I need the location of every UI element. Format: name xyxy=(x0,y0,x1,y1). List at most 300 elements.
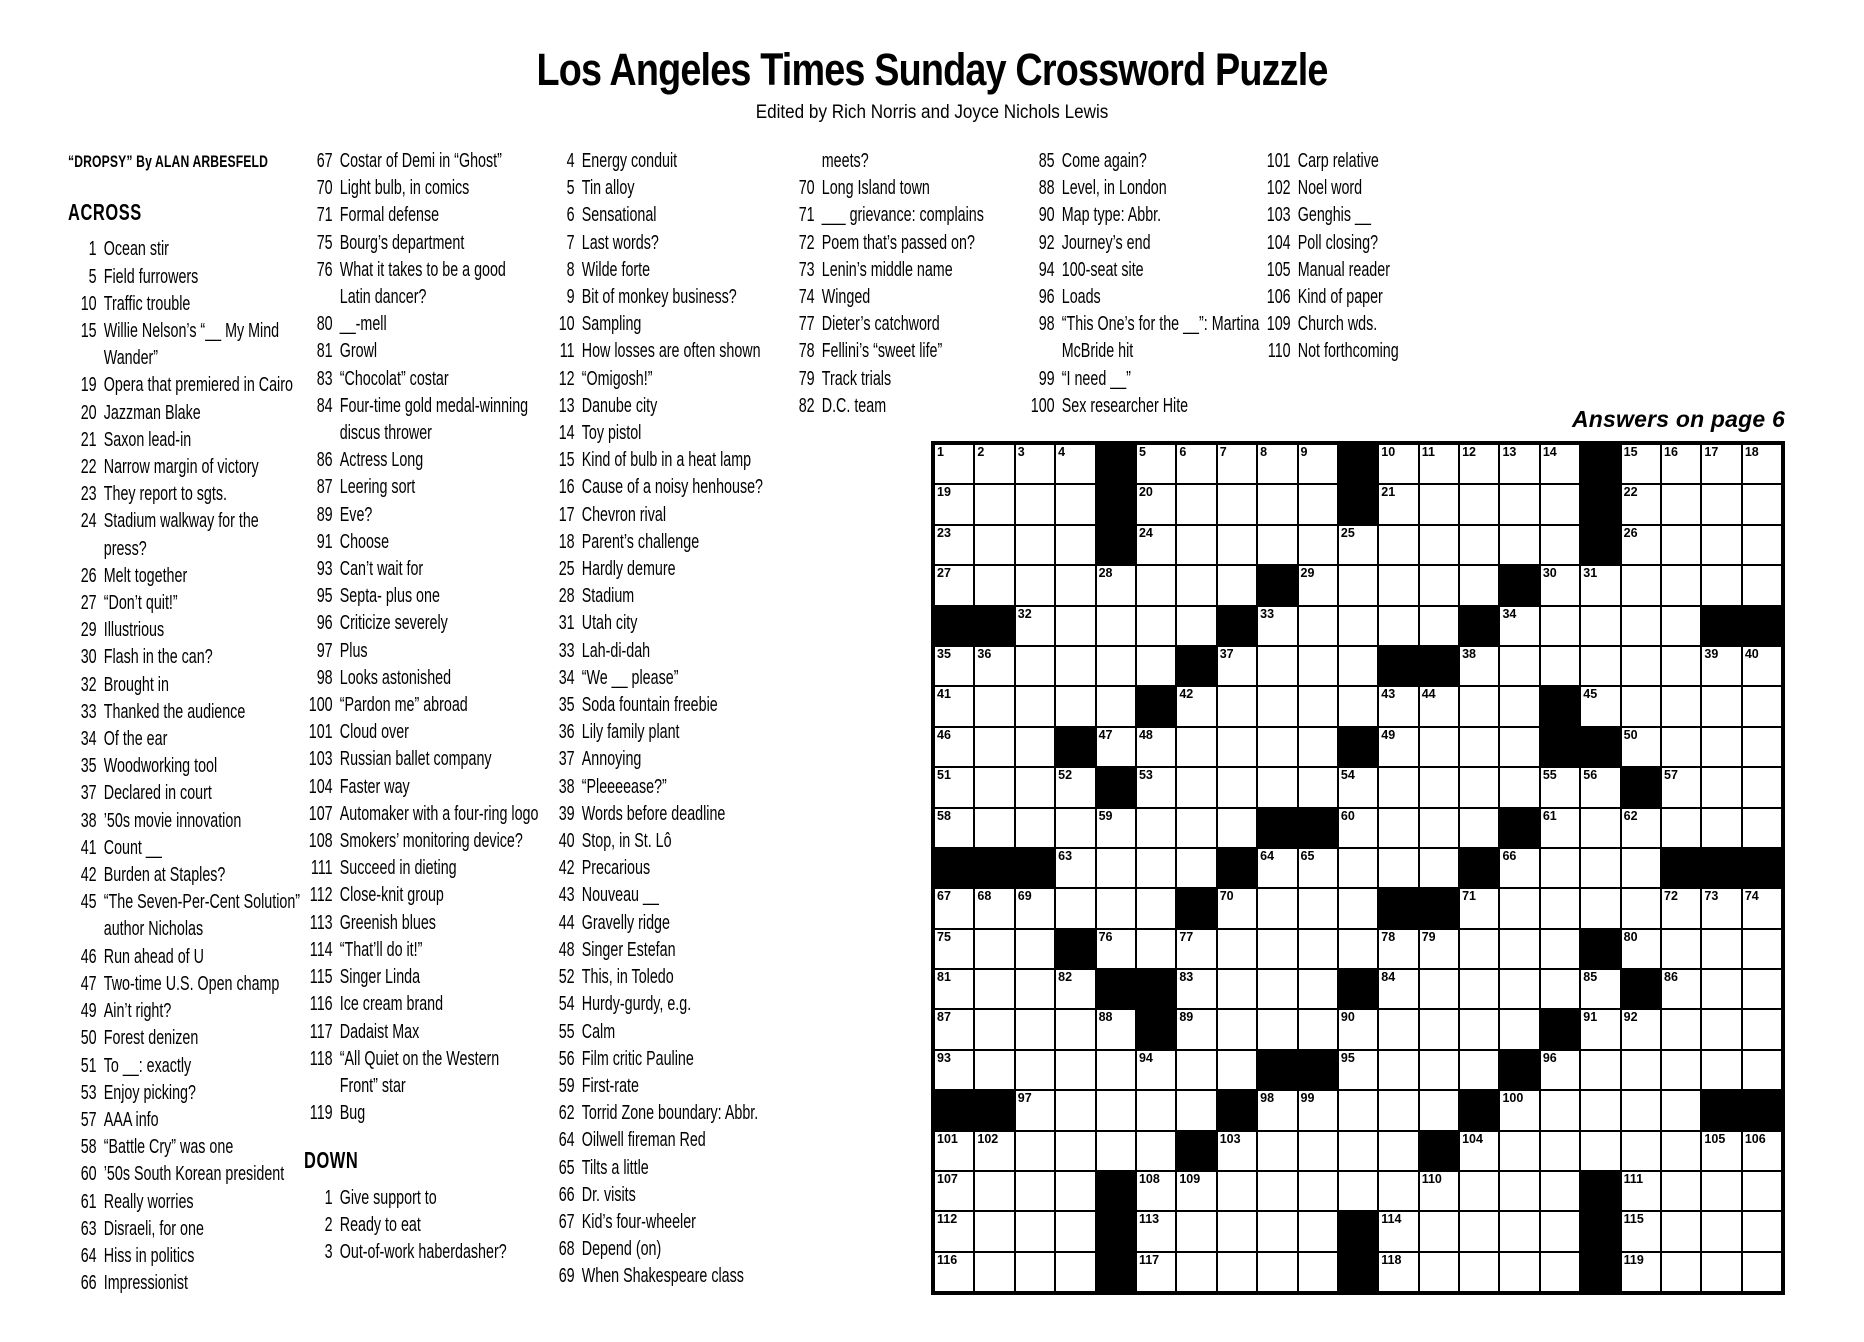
grid-cell[interactable] xyxy=(934,484,974,524)
grid-cell[interactable] xyxy=(974,929,1014,969)
grid-cell[interactable] xyxy=(1055,686,1095,726)
grid-cell[interactable] xyxy=(1621,565,1661,605)
grid-cell[interactable] xyxy=(1257,929,1297,969)
grid-cell[interactable] xyxy=(974,888,1014,928)
grid-cell[interactable] xyxy=(1580,1131,1620,1171)
grid-cell[interactable] xyxy=(1015,767,1055,807)
grid-cell[interactable] xyxy=(1701,444,1741,484)
grid-cell[interactable] xyxy=(1661,444,1701,484)
grid-cell[interactable] xyxy=(1742,767,1782,807)
grid-cell[interactable] xyxy=(1176,969,1216,1009)
grid-cell[interactable] xyxy=(1459,1211,1499,1251)
grid-cell[interactable] xyxy=(1742,565,1782,605)
grid-cell[interactable] xyxy=(1621,1252,1661,1292)
grid-cell[interactable] xyxy=(934,808,974,848)
grid-cell[interactable] xyxy=(1338,929,1378,969)
grid-cell[interactable] xyxy=(1419,484,1459,524)
grid-cell[interactable] xyxy=(1217,969,1257,1009)
grid-cell[interactable] xyxy=(934,969,974,1009)
grid-cell[interactable] xyxy=(1701,1171,1741,1211)
grid-cell[interactable] xyxy=(1055,1171,1095,1211)
grid-cell[interactable] xyxy=(1540,888,1580,928)
grid-cell[interactable] xyxy=(1136,484,1176,524)
grid-cell[interactable] xyxy=(1540,646,1580,686)
grid-cell[interactable] xyxy=(1540,606,1580,646)
grid-cell[interactable] xyxy=(1217,1131,1257,1171)
grid-cell[interactable] xyxy=(1217,929,1257,969)
grid-cell[interactable] xyxy=(1621,848,1661,888)
grid-cell[interactable] xyxy=(1701,1131,1741,1171)
grid-cell[interactable] xyxy=(1459,1050,1499,1090)
grid-cell[interactable] xyxy=(1176,1050,1216,1090)
grid-cell[interactable] xyxy=(1742,888,1782,928)
grid-cell[interactable] xyxy=(1378,1009,1418,1049)
grid-cell[interactable] xyxy=(1540,1211,1580,1251)
grid-cell[interactable] xyxy=(1661,646,1701,686)
grid-cell[interactable] xyxy=(1257,606,1297,646)
grid-cell[interactable] xyxy=(1055,525,1095,565)
grid-cell[interactable] xyxy=(1055,565,1095,605)
grid-cell[interactable] xyxy=(1338,646,1378,686)
grid-cell[interactable] xyxy=(1459,808,1499,848)
grid-cell[interactable] xyxy=(1661,888,1701,928)
grid-cell[interactable] xyxy=(974,444,1014,484)
grid-cell[interactable] xyxy=(1298,525,1338,565)
grid-cell[interactable] xyxy=(974,1252,1014,1292)
grid-cell[interactable] xyxy=(1096,848,1136,888)
grid-cell[interactable] xyxy=(1661,525,1701,565)
grid-cell[interactable] xyxy=(1257,727,1297,767)
grid-cell[interactable] xyxy=(934,767,974,807)
grid-cell[interactable] xyxy=(1701,929,1741,969)
grid-cell[interactable] xyxy=(1621,1171,1661,1211)
grid-cell[interactable] xyxy=(1499,888,1539,928)
grid-cell[interactable] xyxy=(974,525,1014,565)
grid-cell[interactable] xyxy=(1378,929,1418,969)
grid-cell[interactable] xyxy=(1136,565,1176,605)
grid-cell[interactable] xyxy=(1540,1090,1580,1130)
grid-cell[interactable] xyxy=(1378,1252,1418,1292)
grid-cell[interactable] xyxy=(1701,808,1741,848)
grid-cell[interactable] xyxy=(934,646,974,686)
grid-cell[interactable] xyxy=(1015,646,1055,686)
grid-cell[interactable] xyxy=(1055,484,1095,524)
grid-cell[interactable] xyxy=(1096,646,1136,686)
grid-cell[interactable] xyxy=(974,1009,1014,1049)
grid-cell[interactable] xyxy=(1621,525,1661,565)
grid-cell[interactable] xyxy=(1055,1009,1095,1049)
grid-cell[interactable] xyxy=(934,1131,974,1171)
grid-cell[interactable] xyxy=(974,565,1014,605)
grid-cell[interactable] xyxy=(1459,969,1499,1009)
grid-cell[interactable] xyxy=(1055,444,1095,484)
grid-cell[interactable] xyxy=(1055,888,1095,928)
grid-cell[interactable] xyxy=(1499,1211,1539,1251)
grid-cell[interactable] xyxy=(1580,1090,1620,1130)
grid-cell[interactable] xyxy=(1459,565,1499,605)
grid-cell[interactable] xyxy=(1742,1131,1782,1171)
grid-cell[interactable] xyxy=(1096,1131,1136,1171)
grid-cell[interactable] xyxy=(1701,1211,1741,1251)
grid-cell[interactable] xyxy=(1015,888,1055,928)
grid-cell[interactable] xyxy=(1338,686,1378,726)
grid-cell[interactable] xyxy=(1176,525,1216,565)
grid-cell[interactable] xyxy=(1298,646,1338,686)
grid-cell[interactable] xyxy=(1217,1252,1257,1292)
grid-cell[interactable] xyxy=(1661,606,1701,646)
grid-cell[interactable] xyxy=(1055,808,1095,848)
grid-cell[interactable] xyxy=(1499,1131,1539,1171)
grid-cell[interactable] xyxy=(1701,525,1741,565)
grid-cell[interactable] xyxy=(1701,646,1741,686)
grid-cell[interactable] xyxy=(1298,444,1338,484)
grid-cell[interactable] xyxy=(1136,606,1176,646)
grid-cell[interactable] xyxy=(1621,646,1661,686)
grid-cell[interactable] xyxy=(1217,727,1257,767)
grid-cell[interactable] xyxy=(1338,525,1378,565)
grid-cell[interactable] xyxy=(974,1131,1014,1171)
grid-cell[interactable] xyxy=(1378,848,1418,888)
grid-cell[interactable] xyxy=(1298,848,1338,888)
grid-cell[interactable] xyxy=(1015,727,1055,767)
grid-cell[interactable] xyxy=(1459,1171,1499,1211)
grid-cell[interactable] xyxy=(1499,444,1539,484)
grid-cell[interactable] xyxy=(1176,484,1216,524)
grid-cell[interactable] xyxy=(1055,767,1095,807)
grid-cell[interactable] xyxy=(1136,1252,1176,1292)
grid-cell[interactable] xyxy=(1217,484,1257,524)
grid-cell[interactable] xyxy=(934,686,974,726)
grid-cell[interactable] xyxy=(1661,767,1701,807)
grid-cell[interactable] xyxy=(974,646,1014,686)
grid-cell[interactable] xyxy=(1298,969,1338,1009)
grid-cell[interactable] xyxy=(1298,484,1338,524)
grid-cell[interactable] xyxy=(1499,1171,1539,1211)
grid-cell[interactable] xyxy=(1419,808,1459,848)
grid-cell[interactable] xyxy=(1580,565,1620,605)
grid-cell[interactable] xyxy=(1661,969,1701,1009)
grid-cell[interactable] xyxy=(1217,808,1257,848)
grid-cell[interactable] xyxy=(1621,484,1661,524)
grid-cell[interactable] xyxy=(1338,888,1378,928)
grid-cell[interactable] xyxy=(1459,686,1499,726)
grid-cell[interactable] xyxy=(1378,808,1418,848)
grid-cell[interactable] xyxy=(1742,969,1782,1009)
grid-cell[interactable] xyxy=(1621,444,1661,484)
grid-cell[interactable] xyxy=(1742,525,1782,565)
grid-cell[interactable] xyxy=(1580,969,1620,1009)
grid-cell[interactable] xyxy=(1176,686,1216,726)
grid-cell[interactable] xyxy=(1257,1171,1297,1211)
grid-cell[interactable] xyxy=(1378,686,1418,726)
grid-cell[interactable] xyxy=(1621,1211,1661,1251)
grid-cell[interactable] xyxy=(1701,969,1741,1009)
grid-cell[interactable] xyxy=(1540,969,1580,1009)
grid-cell[interactable] xyxy=(1136,1211,1176,1251)
grid-cell[interactable] xyxy=(1096,808,1136,848)
grid-cell[interactable] xyxy=(1419,1090,1459,1130)
grid-cell[interactable] xyxy=(1378,525,1418,565)
grid-cell[interactable] xyxy=(1257,646,1297,686)
grid-cell[interactable] xyxy=(1701,888,1741,928)
grid-cell[interactable] xyxy=(1217,1171,1257,1211)
grid-cell[interactable] xyxy=(1217,1009,1257,1049)
grid-cell[interactable] xyxy=(1661,1211,1701,1251)
grid-cell[interactable] xyxy=(1257,686,1297,726)
grid-cell[interactable] xyxy=(1298,565,1338,605)
grid-cell[interactable] xyxy=(1338,848,1378,888)
grid-cell[interactable] xyxy=(1378,1050,1418,1090)
grid-cell[interactable] xyxy=(1499,969,1539,1009)
grid-cell[interactable] xyxy=(1419,969,1459,1009)
grid-cell[interactable] xyxy=(1661,929,1701,969)
grid-cell[interactable] xyxy=(1661,686,1701,726)
grid-cell[interactable] xyxy=(1136,1131,1176,1171)
grid-cell[interactable] xyxy=(1015,606,1055,646)
grid-cell[interactable] xyxy=(1459,484,1499,524)
grid-cell[interactable] xyxy=(1621,727,1661,767)
grid-cell[interactable] xyxy=(1015,1050,1055,1090)
grid-cell[interactable] xyxy=(1621,686,1661,726)
grid-cell[interactable] xyxy=(1419,1211,1459,1251)
grid-cell[interactable] xyxy=(1257,444,1297,484)
grid-cell[interactable] xyxy=(1015,929,1055,969)
grid-cell[interactable] xyxy=(1621,1090,1661,1130)
grid-cell[interactable] xyxy=(1176,808,1216,848)
grid-cell[interactable] xyxy=(974,727,1014,767)
grid-cell[interactable] xyxy=(1459,444,1499,484)
grid-cell[interactable] xyxy=(934,929,974,969)
grid-cell[interactable] xyxy=(1257,525,1297,565)
grid-cell[interactable] xyxy=(1499,767,1539,807)
grid-cell[interactable] xyxy=(1015,969,1055,1009)
grid-cell[interactable] xyxy=(1298,929,1338,969)
grid-cell[interactable] xyxy=(1298,727,1338,767)
grid-cell[interactable] xyxy=(974,969,1014,1009)
grid-cell[interactable] xyxy=(1217,565,1257,605)
grid-cell[interactable] xyxy=(1419,525,1459,565)
grid-cell[interactable] xyxy=(1378,444,1418,484)
grid-cell[interactable] xyxy=(1136,444,1176,484)
grid-cell[interactable] xyxy=(1015,686,1055,726)
grid-cell[interactable] xyxy=(1742,1171,1782,1211)
grid-cell[interactable] xyxy=(1378,969,1418,1009)
grid-cell[interactable] xyxy=(1217,1050,1257,1090)
grid-cell[interactable] xyxy=(1257,969,1297,1009)
grid-cell[interactable] xyxy=(1459,727,1499,767)
grid-cell[interactable] xyxy=(1176,444,1216,484)
grid-cell[interactable] xyxy=(1580,646,1620,686)
grid-cell[interactable] xyxy=(1298,1131,1338,1171)
grid-cell[interactable] xyxy=(934,1009,974,1049)
grid-cell[interactable] xyxy=(934,1050,974,1090)
grid-cell[interactable] xyxy=(1742,686,1782,726)
grid-cell[interactable] xyxy=(1499,727,1539,767)
grid-cell[interactable] xyxy=(1459,1252,1499,1292)
grid-cell[interactable] xyxy=(1459,888,1499,928)
grid-cell[interactable] xyxy=(1257,848,1297,888)
grid-cell[interactable] xyxy=(1338,1090,1378,1130)
grid-cell[interactable] xyxy=(1338,565,1378,605)
grid-cell[interactable] xyxy=(1176,1009,1216,1049)
grid-cell[interactable] xyxy=(1055,848,1095,888)
grid-cell[interactable] xyxy=(1540,525,1580,565)
grid-cell[interactable] xyxy=(1499,606,1539,646)
grid-cell[interactable] xyxy=(1055,646,1095,686)
grid-cell[interactable] xyxy=(974,1050,1014,1090)
grid-cell[interactable] xyxy=(1580,767,1620,807)
grid-cell[interactable] xyxy=(934,1211,974,1251)
grid-cell[interactable] xyxy=(1298,1009,1338,1049)
grid-cell[interactable] xyxy=(1661,565,1701,605)
grid-cell[interactable] xyxy=(1580,888,1620,928)
grid-cell[interactable] xyxy=(974,1211,1014,1251)
grid-cell[interactable] xyxy=(1096,727,1136,767)
grid-cell[interactable] xyxy=(1701,767,1741,807)
grid-cell[interactable] xyxy=(1298,1211,1338,1251)
grid-cell[interactable] xyxy=(934,565,974,605)
grid-cell[interactable] xyxy=(1055,1090,1095,1130)
grid-cell[interactable] xyxy=(1015,565,1055,605)
grid-cell[interactable] xyxy=(974,1171,1014,1211)
grid-cell[interactable] xyxy=(974,686,1014,726)
grid-cell[interactable] xyxy=(1419,1252,1459,1292)
grid-cell[interactable] xyxy=(1499,484,1539,524)
grid-cell[interactable] xyxy=(1298,606,1338,646)
grid-cell[interactable] xyxy=(1742,646,1782,686)
grid-cell[interactable] xyxy=(1378,484,1418,524)
grid-cell[interactable] xyxy=(1661,1009,1701,1049)
grid-cell[interactable] xyxy=(1136,848,1176,888)
grid-cell[interactable] xyxy=(1580,686,1620,726)
grid-cell[interactable] xyxy=(1217,444,1257,484)
grid-cell[interactable] xyxy=(1015,484,1055,524)
grid-cell[interactable] xyxy=(934,525,974,565)
grid-cell[interactable] xyxy=(1338,1131,1378,1171)
grid-cell[interactable] xyxy=(1499,848,1539,888)
grid-cell[interactable] xyxy=(934,444,974,484)
grid-cell[interactable] xyxy=(1015,444,1055,484)
grid-cell[interactable] xyxy=(1015,1009,1055,1049)
grid-cell[interactable] xyxy=(1499,686,1539,726)
grid-cell[interactable] xyxy=(1015,525,1055,565)
grid-cell[interactable] xyxy=(1742,1009,1782,1049)
grid-cell[interactable] xyxy=(1499,1252,1539,1292)
grid-cell[interactable] xyxy=(1540,484,1580,524)
grid-cell[interactable] xyxy=(1419,767,1459,807)
grid-cell[interactable] xyxy=(1742,808,1782,848)
grid-cell[interactable] xyxy=(1338,1009,1378,1049)
grid-cell[interactable] xyxy=(1257,484,1297,524)
grid-cell[interactable] xyxy=(1378,565,1418,605)
grid-cell[interactable] xyxy=(1419,686,1459,726)
grid-cell[interactable] xyxy=(1176,929,1216,969)
grid-cell[interactable] xyxy=(1701,1252,1741,1292)
grid-cell[interactable] xyxy=(1499,646,1539,686)
grid-cell[interactable] xyxy=(1701,1009,1741,1049)
grid-cell[interactable] xyxy=(1540,1171,1580,1211)
grid-cell[interactable] xyxy=(1621,1009,1661,1049)
grid-cell[interactable] xyxy=(1176,1211,1216,1251)
grid-cell[interactable] xyxy=(1701,686,1741,726)
grid-cell[interactable] xyxy=(1257,767,1297,807)
grid-cell[interactable] xyxy=(1298,1171,1338,1211)
grid-cell[interactable] xyxy=(1499,929,1539,969)
grid-cell[interactable] xyxy=(1701,565,1741,605)
grid-cell[interactable] xyxy=(1338,1050,1378,1090)
grid-cell[interactable] xyxy=(1015,1090,1055,1130)
grid-cell[interactable] xyxy=(1176,727,1216,767)
grid-cell[interactable] xyxy=(1419,606,1459,646)
grid-cell[interactable] xyxy=(1419,1050,1459,1090)
grid-cell[interactable] xyxy=(1096,565,1136,605)
grid-cell[interactable] xyxy=(1257,1211,1297,1251)
grid-cell[interactable] xyxy=(974,484,1014,524)
grid-cell[interactable] xyxy=(1419,929,1459,969)
grid-cell[interactable] xyxy=(1661,1131,1701,1171)
grid-cell[interactable] xyxy=(1378,1131,1418,1171)
grid-cell[interactable] xyxy=(1742,1050,1782,1090)
grid-cell[interactable] xyxy=(1459,525,1499,565)
grid-cell[interactable] xyxy=(1742,484,1782,524)
grid-cell[interactable] xyxy=(1136,1090,1176,1130)
grid-cell[interactable] xyxy=(974,767,1014,807)
grid-cell[interactable] xyxy=(1055,1131,1095,1171)
grid-cell[interactable] xyxy=(1257,888,1297,928)
grid-cell[interactable] xyxy=(1742,444,1782,484)
grid-cell[interactable] xyxy=(1257,1252,1297,1292)
grid-cell[interactable] xyxy=(1419,848,1459,888)
grid-cell[interactable] xyxy=(1136,808,1176,848)
grid-cell[interactable] xyxy=(1096,1090,1136,1130)
grid-cell[interactable] xyxy=(1661,1252,1701,1292)
grid-cell[interactable] xyxy=(1540,848,1580,888)
grid-cell[interactable] xyxy=(1096,888,1136,928)
grid-cell[interactable] xyxy=(1136,646,1176,686)
grid-cell[interactable] xyxy=(1096,929,1136,969)
grid-cell[interactable] xyxy=(1378,1090,1418,1130)
grid-cell[interactable] xyxy=(1540,808,1580,848)
grid-cell[interactable] xyxy=(934,1252,974,1292)
grid-cell[interactable] xyxy=(1257,1009,1297,1049)
grid-cell[interactable] xyxy=(1298,1252,1338,1292)
grid-cell[interactable] xyxy=(1499,1090,1539,1130)
grid-cell[interactable] xyxy=(1176,606,1216,646)
grid-cell[interactable] xyxy=(1096,1009,1136,1049)
grid-cell[interactable] xyxy=(1742,1211,1782,1251)
grid-cell[interactable] xyxy=(934,888,974,928)
grid-cell[interactable] xyxy=(1580,606,1620,646)
grid-cell[interactable] xyxy=(1015,1171,1055,1211)
grid-cell[interactable] xyxy=(1378,727,1418,767)
grid-cell[interactable] xyxy=(1661,1090,1701,1130)
grid-cell[interactable] xyxy=(1217,1211,1257,1251)
grid-cell[interactable] xyxy=(1580,1050,1620,1090)
grid-cell[interactable] xyxy=(1176,1252,1216,1292)
grid-cell[interactable] xyxy=(1661,1050,1701,1090)
grid-cell[interactable] xyxy=(1136,767,1176,807)
grid-cell[interactable] xyxy=(1136,525,1176,565)
grid-cell[interactable] xyxy=(1621,606,1661,646)
grid-cell[interactable] xyxy=(1015,1131,1055,1171)
grid-cell[interactable] xyxy=(1621,1050,1661,1090)
grid-cell[interactable] xyxy=(1378,606,1418,646)
grid-cell[interactable] xyxy=(1338,767,1378,807)
grid-cell[interactable] xyxy=(1338,808,1378,848)
grid-cell[interactable] xyxy=(1136,1171,1176,1211)
grid-cell[interactable] xyxy=(1661,1171,1701,1211)
grid-cell[interactable] xyxy=(1701,727,1741,767)
